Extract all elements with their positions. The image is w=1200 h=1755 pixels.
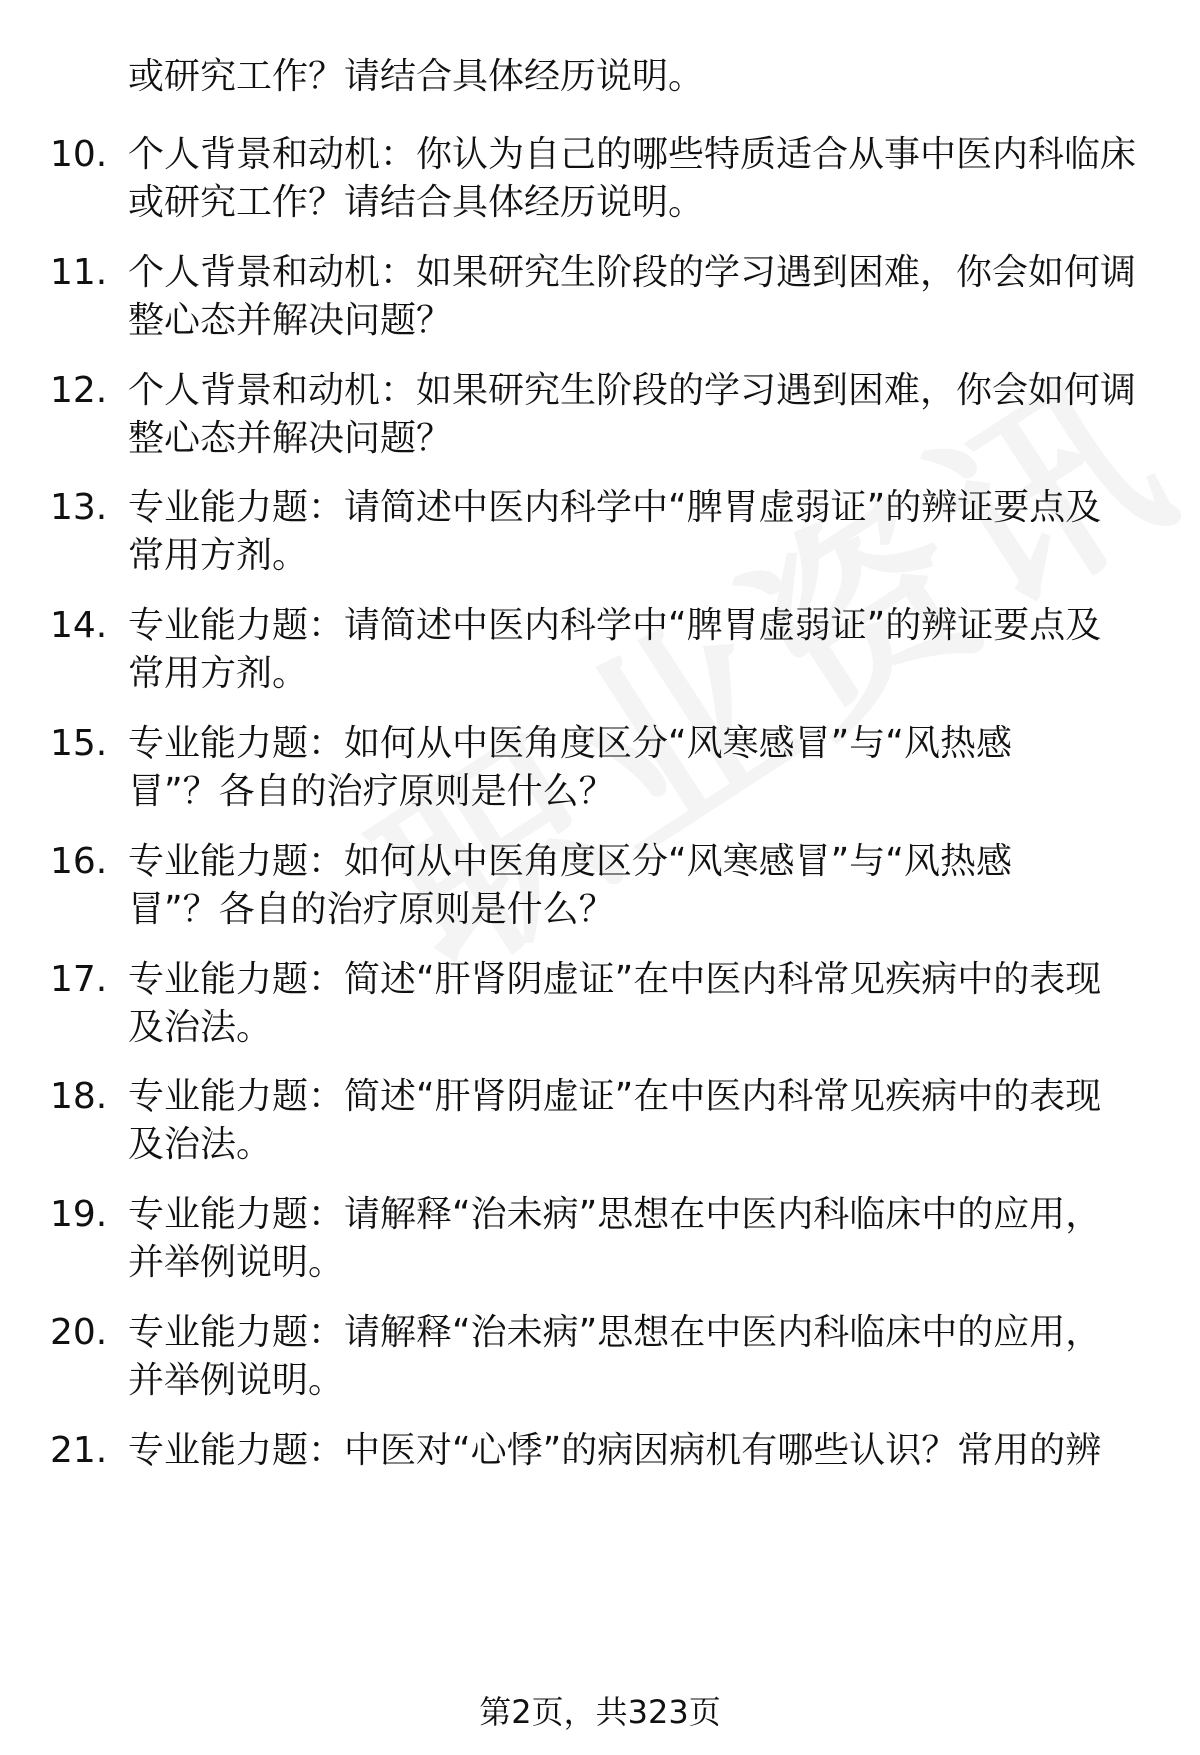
question-text-line1: 专业能力题：请解释“治未病”思想在中医内科临床中的应用， [128, 1194, 1102, 1235]
question-text-line2: 冒”？各自的治疗原则是什么？ [128, 889, 615, 930]
question-text-line1: 个人背景和动机：如果研究生阶段的学习遇到困难，你会如何调 [128, 252, 1137, 293]
question-text-line2: 及治法。 [128, 1007, 273, 1048]
question-text-line1: 专业能力题：如何从中医角度区分“风寒感冒”与“风热感 [128, 841, 1012, 882]
question-item [0, 367, 1200, 465]
question-item [0, 1309, 1200, 1407]
question-number: 15. [50, 723, 108, 764]
question-text-line1: 专业能力题：简述“肝肾阴虚证”在中医内科常见疾病中的表现 [128, 1076, 1102, 1117]
question-text-line2: 常用方剂。 [128, 535, 309, 576]
question-number: 10. [50, 134, 108, 175]
question-text-line1: 专业能力题：请简述中医内科学中“脾胃虚弱证”的辨证要点及 [128, 605, 1102, 646]
question-text-line2: 或研究工作？请结合具体经历说明。 [128, 182, 705, 223]
question-number: 19. [50, 1194, 108, 1235]
question-text-line1: 个人背景和动机：如果研究生阶段的学习遇到困难，你会如何调 [128, 370, 1137, 411]
question-item [0, 956, 1200, 1054]
continuation-line: 或研究工作？请结合具体经历说明。 [128, 56, 705, 97]
question-text-line1: 专业能力题：请解释“治未病”思想在中医内科临床中的应用， [128, 1312, 1102, 1353]
question-item [0, 1073, 1200, 1171]
question-text-line2: 常用方剂。 [128, 653, 309, 694]
question-number: 18. [50, 1076, 108, 1117]
question-item [0, 1427, 1200, 1525]
question-number: 12. [50, 370, 108, 411]
question-text-line1: 专业能力题：请简述中医内科学中“脾胃虚弱证”的辨证要点及 [128, 487, 1102, 528]
question-text-line2: 及治法。 [128, 1124, 273, 1165]
page-footer: 第2页，共323页 [479, 1693, 721, 1731]
question-item [0, 131, 1200, 229]
question-text-line2: 冒”？各自的治疗原则是什么？ [128, 771, 615, 812]
question-number: 14. [50, 605, 108, 646]
question-number: 13. [50, 487, 108, 528]
question-text-line2: 整心态并解决问题？ [128, 300, 453, 341]
question-number: 20. [50, 1312, 108, 1353]
question-item [0, 249, 1200, 347]
question-text-line1: 专业能力题：如何从中医角度区分“风寒感冒”与“风热感 [128, 723, 1012, 764]
question-number: 11. [50, 252, 108, 293]
question-text-line1: 个人背景和动机：你认为自己的哪些特质适合从事中医内科临床 [128, 134, 1137, 175]
question-number: 17. [50, 959, 108, 1000]
question-text-line2: 并举例说明。 [128, 1242, 345, 1283]
question-text-line2: 整心态并解决问题？ [128, 418, 453, 459]
question-text-line1: 专业能力题：简述“肝肾阴虚证”在中医内科常见疾病中的表现 [128, 959, 1102, 1000]
question-number: 16. [50, 841, 108, 882]
question-item [0, 1191, 1200, 1289]
question-item [0, 484, 1200, 582]
question-number: 21. [50, 1430, 108, 1471]
question-item [0, 720, 1200, 818]
question-item [0, 602, 1200, 700]
question-text-line2: 并举例说明。 [128, 1360, 345, 1401]
question-text-line1: 专业能力题：中医对“心悸”的病因病机有哪些认识？常用的辨 [128, 1430, 1102, 1471]
question-item [0, 838, 1200, 936]
